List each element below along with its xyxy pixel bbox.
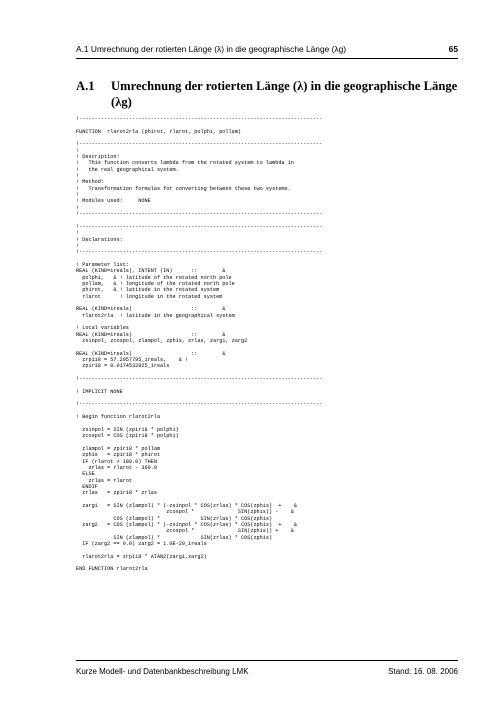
- code-line: pollam, & ! longitude of the rotated north pole: [76, 280, 235, 287]
- code-line: zlampol = zpir18 * pollam: [76, 445, 161, 452]
- code-line: zcospol = COS (zpir18 * polphi): [76, 433, 179, 440]
- code-line: FUNCTION rlarot2rla (phirot, rlarot, polphi, pollam): [76, 128, 241, 135]
- code-line: !: [76, 147, 80, 154]
- code-line: ENDIF: [76, 483, 98, 490]
- code-line: !------------------------------------------------------------------------------: [76, 376, 322, 383]
- page-footer: [76, 667, 458, 679]
- code-line: ! the real geographical system.: [76, 166, 179, 173]
- code-line: zsinpol, zcospol, zlampol, zphis, zrlas, zarg1, zarg2: [76, 338, 248, 345]
- code-line: ! Parameter list:: [76, 261, 129, 268]
- code-line: rlarot2rla ! latitude in the geographical system: [76, 312, 235, 319]
- code-line: ! Local variables: [76, 325, 129, 332]
- code-line: zrlas = zpir18 * zrlas: [76, 490, 157, 497]
- code-line: REAL (KIND=ireals) :: &: [76, 331, 226, 338]
- code-line: !------------------------------------------------------------------------------: [76, 211, 322, 218]
- code-line: zcospol * SIN(zphis)) + &: [76, 528, 294, 535]
- code-line: REAL (KIND=ireals) :: &: [76, 306, 226, 313]
- code-line: !: [76, 204, 80, 211]
- code-line: zcospol * SIN(zphis)) - &: [76, 509, 294, 516]
- code-line: !------------------------------------------------------------------------------: [76, 223, 322, 230]
- code-line: zpir18 = 0.0174532925_ireals: [76, 363, 170, 370]
- code-line: zarg2 = COS (zlampol) * (-zsinpol * COS(zrlas) * COS(zphis) + &: [76, 522, 298, 528]
- code-line: !------------------------------------------------------------------------------: [76, 116, 322, 122]
- code-line: ! Transformation formulas for converting between these two systems.: [76, 185, 291, 192]
- running-header: [76, 44, 458, 58]
- page-number: 65: [448, 44, 458, 54]
- code-line: !: [76, 242, 80, 249]
- code-listing: [76, 116, 466, 573]
- code-line: zarg1 = SIN (zlampol) * (-zsinpol * COS(zrlas) * COS(zphis) + &: [76, 502, 298, 509]
- section-title: Umrechnung der rotierten Länge (λ) in die geographische Länge (λg): [111, 79, 458, 109]
- code-line: ! Description:: [76, 154, 120, 161]
- running-title: A.1 Umrechnung der rotierten Länge (λ) in die geographische Länge (λg): [76, 44, 347, 54]
- code-line: ! This function converts lambda from the rotated system to lambda in: [76, 160, 294, 167]
- code-line: REAL (KIND=ireals), INTENT (IN) :: &: [76, 268, 226, 275]
- code-line: IF (rlarot > 180.0) THEN: [76, 458, 157, 465]
- footer-date: Stand: 16. 08. 2006: [388, 667, 458, 676]
- code-line: zsinpol = SIN (zpir18 * polphi): [76, 426, 179, 433]
- code-line: !------------------------------------------------------------------------------: [76, 249, 322, 256]
- code-line: REAL (KIND=ireals) :: &: [76, 350, 226, 357]
- code-line: !: [76, 230, 80, 237]
- footer-title: Kurze Modell- und Datenbankbeschreibung LMK: [76, 667, 249, 676]
- code-line: ! Modules used: NONE: [76, 198, 151, 205]
- header-rule: [76, 58, 458, 59]
- code-line: SIN (zlampol) * SIN(zrlas) * COS(zphis): [76, 534, 273, 541]
- code-line: zphis = zpir18 * phirot: [76, 452, 161, 459]
- code-line: zrlas = rlarot - 360.0: [76, 464, 157, 471]
- code-line: zrlas = rlarot: [76, 477, 133, 484]
- footer-rule: [76, 660, 458, 661]
- code-line: ! Begin function rlarot2rla: [76, 414, 161, 421]
- code-line: rlarot2rla = zrpi18 * ATAN2(zarg1,zarg2): [76, 553, 207, 560]
- section-number: A.1: [76, 79, 95, 93]
- code-line: phirot, & ! latitude in the rotated system: [76, 287, 220, 294]
- code-line: polphi, & ! latitude of the rotated north pole: [76, 274, 232, 281]
- code-line: !: [76, 192, 80, 199]
- code-line: ELSE: [76, 471, 95, 478]
- code-line: ! Method:: [76, 179, 105, 186]
- code-line: zrpi18 = 57.2957795_ireals, & !: [76, 357, 189, 364]
- code-line: ! Declarations:: [76, 236, 123, 243]
- code-line: rlarot ! longitude in the rotated system: [76, 293, 223, 300]
- code-line: !------------------------------------------------------------------------------: [76, 401, 322, 408]
- code-line: COS (zlampol) * SIN(zrlas) * COS(zphis): [76, 515, 273, 522]
- code-line: IF (zarg2 == 0.0) zarg2 = 1.0E-20_ireals: [76, 541, 207, 548]
- code-line: !: [76, 173, 80, 180]
- code-line: END FUNCTION rlarot2rla: [76, 566, 148, 573]
- code-line: !------------------------------------------------------------------------------: [76, 141, 322, 148]
- code-line: ! IMPLICIT NONE: [76, 388, 123, 395]
